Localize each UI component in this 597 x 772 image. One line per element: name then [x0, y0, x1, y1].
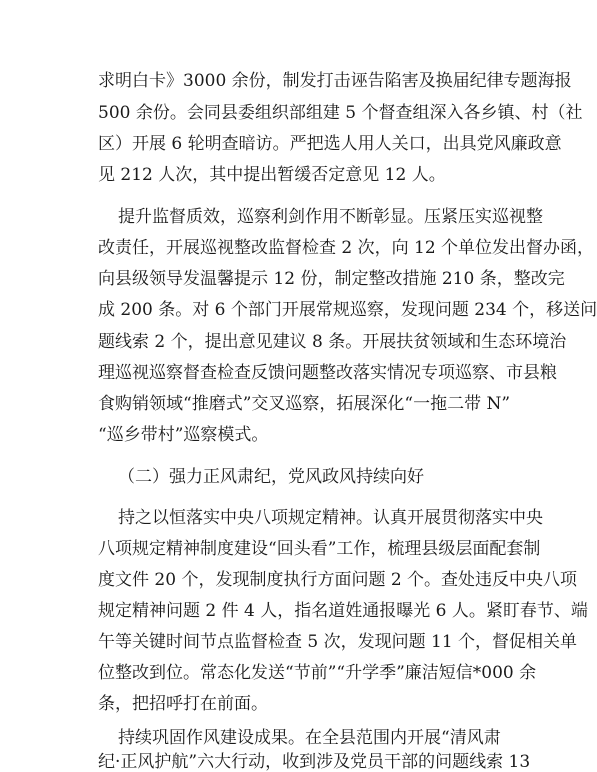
paragraph-3-line-4: 规定精神问题 2 件 4 人，指名道姓通报曝光 6 人。紧盯春节、端 [98, 601, 588, 621]
paragraph-3-line-1: 持之以恒落实中央八项规定精神。认真开展贯彻落实中央 [118, 508, 543, 528]
paragraph-4-line-2: 纪·正风护航”六大行动，收到涉及党员干部的问题线索 13 [98, 752, 531, 772]
paragraph-4-line-1: 持续巩固作风建设成果。在全县范围内开展“清风肃 [118, 728, 501, 748]
paragraph-2-line-7: 食购销领域“推磨式”交叉巡察，拓展深化“一拖二带 N” [98, 394, 511, 414]
paragraph-2-line-5: 题线索 2 个，提出意见建议 8 条。开展扶贫领域和生态环境治 [98, 332, 567, 352]
paragraph-2-line-8: “巡乡带村”巡察模式。 [98, 425, 269, 445]
paragraph-2-line-3: 向县级领导发温馨提示 12 份，制定整改措施 210 条，整改完 [98, 269, 565, 289]
paragraph-1-line-2: 500 余份。会同县委组织部组建 5 个督查组深入各乡镇、村（社 [98, 103, 583, 123]
paragraph-1-line-3: 区）开展 6 轮明查暗访。严把选人用人关口，出具党风廉政意 [98, 134, 562, 154]
paragraph-3-line-3: 度文件 20 个，发现制度执行方面问题 2 个。查处违反中央八项 [98, 570, 578, 590]
paragraph-2-line-2: 改责任，开展巡视整改监督检查 2 次，向 12 个单位发出督办函， [98, 238, 595, 258]
paragraph-3-line-7: 条，把招呼打在前面。 [98, 694, 268, 714]
paragraph-1-line-1: 求明白卡》3000 余份，制发打击诬告陷害及换届纪律专题海报 [98, 71, 572, 91]
paragraph-1-line-4: 见 212 人次，其中提出暂缓否定意见 12 人。 [98, 165, 446, 185]
paragraph-2-line-1: 提升监督质效，巡察利剑作用不断彰显。压紧压实巡视整 [118, 207, 543, 227]
section-heading: （二）强力正风肃纪，党风政风持续向好 [118, 467, 424, 487]
paragraph-3-line-6: 位整改到位。常态化发送“节前”“升学季”廉洁短信*000 余 [98, 663, 537, 683]
paragraph-2-line-6: 理巡视巡察督查检查反馈问题整改落实情况专项巡察、市县粮 [98, 363, 557, 383]
paragraph-3-line-5: 午等关键时间节点监督检查 5 次，发现问题 11 个，督促相关单 [98, 632, 578, 652]
paragraph-2-line-4: 成 200 条。对 6 个部门开展常规巡察，发现问题 234 个，移送问 [98, 300, 597, 320]
paragraph-3-line-2: 八项规定精神制度建设“回头看”工作，梳理县级层面配套制 [98, 539, 541, 559]
